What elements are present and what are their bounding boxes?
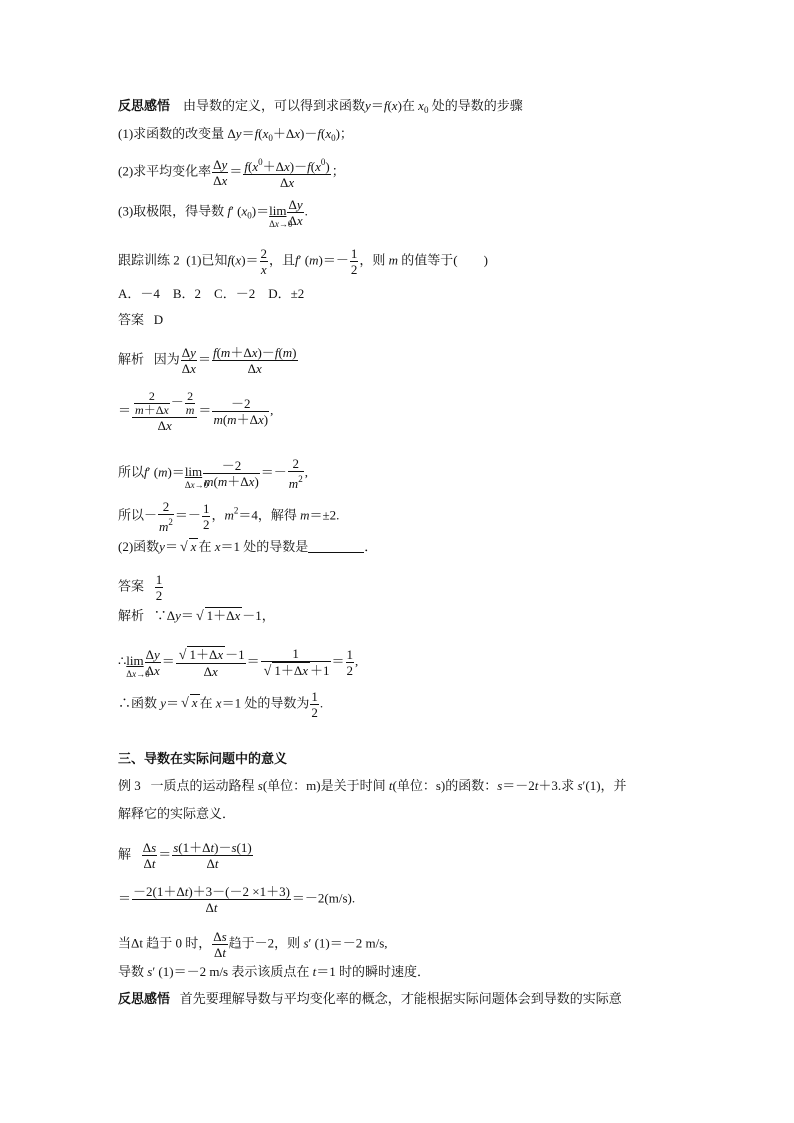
answer2-den: 2 <box>155 588 163 603</box>
q2-text: (2)函数 <box>118 539 160 554</box>
answer-1 <box>118 312 163 328</box>
step-3-text: (3)取极限，得导数 <box>118 203 225 219</box>
analysis-4: 所以－ $\frac{2}{m^2}$ ＝－ $\frac{1}{2}$ ，$m^2=4$，解得 m＝±2. <box>118 499 340 534</box>
reflection-title-2: 反思感悟 <box>118 991 171 1006</box>
options: A．－4 B．2 C．－2 D．±2 <box>118 286 305 301</box>
step-2: (2)求平均变化率 $\frac{\Delta y}{\Delta x}$ ＝ $\frac{f(x^0+\Delta x)-f(x^0)}{\Delta x}$ ； <box>118 157 345 190</box>
example-3-line-2: 解释它的实际意义． <box>118 806 236 821</box>
example-text4: 求 <box>561 778 575 793</box>
derivative-tail: 时的瞬时速度． <box>339 964 431 979</box>
reflection-text: 由导数的定义，可以得到求函数 <box>183 98 366 113</box>
analysis-7: ∴函数 y＝ √ x 在 x＝1 处的导数为 $\frac{1}{2}$ . <box>118 689 324 720</box>
answer-label: 答案 <box>118 312 145 327</box>
analysis-label-2: 解析 <box>118 608 145 623</box>
analysis-2: ＝ $\frac{2}{m+\Delta x}$ － $\frac{2}{m}$ Δx ＝ $\frac{-2}{m(m+\Delta x)}$ , <box>118 389 274 433</box>
answer2-num: 1 <box>155 572 163 587</box>
example-text2: (单位：m)是关于时间 <box>262 778 386 793</box>
q2-tail: 处的导数是 <box>243 539 309 554</box>
tends-text: 趋于－2，则 <box>228 935 301 951</box>
analysis-5: 解析 ∵Δy＝ √ 1＋Δx －1， <box>118 608 275 624</box>
practice-title: 跟踪训练 2 <box>118 252 180 268</box>
example-label: 例 3 <box>118 778 141 793</box>
q2-mid: 在 <box>198 539 212 554</box>
step-3: (3)取极限，得导数 f′ $(x_0)=\lim$ Δx→0 $\frac{\Delta y}{\Delta x}$ . <box>118 197 308 230</box>
step-2-text: (2)求平均变化率 <box>118 163 212 179</box>
practice-q1-tail: ，则 <box>359 252 386 268</box>
answer-2 <box>118 572 164 603</box>
answer-blank <box>308 539 364 553</box>
section-3-title: 三、导数在实际问题中的意义 <box>118 751 288 766</box>
example-3-line-1: 例 3 一质点的运动路程 s(单位：m)是关于时间 t(单位：s)的函数：s＝－2t＋3.求 s′(1)，并 <box>118 778 627 793</box>
analysis-3: 所以f′ (m)＝lim Δx→0 $\frac{-2}{m(m+\Delta x)}$ ＝－ $\frac{2}{m^2}$ , <box>118 456 308 491</box>
because-text: 因为 <box>153 351 180 367</box>
reflection-line-2 <box>118 991 622 1007</box>
practice-q1-mid: ，且 <box>269 252 296 268</box>
solution-3: 当Δt 趋于 0 时， $\frac{\Delta s}{\Delta t}$ 趋于－2，则 s′ (1)＝－2 m/s, <box>118 929 388 960</box>
so-label-2: 所以 <box>118 507 145 523</box>
reflection-text-2: 首先要理解导数与平均变化率的概念，才能根据实际问题体会到导数的实际意 <box>179 991 622 1006</box>
question-2: (2)函数y＝ √ x 在 x＝1 处的导数是 ． <box>118 539 378 555</box>
solution-1: 解 $\frac{\Delta s}{\Delta t}$ ＝ $\frac{s(1+\Delta t)-s(1)}{\Delta t}$ <box>118 840 252 871</box>
therefore-func: ∴函数 <box>118 695 158 711</box>
practice-q1: (1)已知 <box>186 252 228 268</box>
example-text5: ，并 <box>600 778 627 793</box>
reflection-line-1: 反思感悟 由导数的定义，可以得到求函数y＝f(x)在 $x_0$ 处的导数的步骤 <box>118 98 523 115</box>
analysis-1: 解析 因为 $\frac{\Delta y}{\Delta x}$ ＝ $\frac{f(m+\Delta x)-f(m)}{\Delta x}$ <box>118 345 297 376</box>
so-label: 所以 <box>118 464 145 480</box>
step-1-text: (1)求函数的改变量 <box>118 126 225 141</box>
practice-line: 跟踪训练 2 (1)已知f(x)＝ $\frac{2}{x}$ ，且f′ (m)＝－ $\frac{1}{2}$ ，则 m 的值等于( ) <box>118 246 488 277</box>
example-text3: (单位：s)的函数： <box>392 778 498 793</box>
example-text: 一质点的运动路程 <box>150 778 255 793</box>
step-1: (1)求函数的改变量 $\Delta y=f(x_0+\Delta x)-f(x_0)$； <box>118 126 353 143</box>
analysis-6: ∴lim Δx→0 $\frac{\Delta y}{\Delta x}$ ＝ $\frac{√ 1+\Delta x -1}{\Delta x}$ ＝ $\frac{1}{√ 1+\Delta x +1}$ ＝ $\frac{1}{2}$ , <box>118 646 359 680</box>
reflection-title: 反思感悟 <box>118 98 171 113</box>
therefore-tail: 处的导数为 <box>244 695 310 711</box>
when-text: 当Δt 趋于 0 时， <box>118 935 212 951</box>
solution-2: ＝ $\frac{-2(1+\Delta t)+3-(-2 \times 1+3)}{\Delta t}$ ＝－2(m/s). <box>118 884 356 915</box>
solution-label: 解 <box>118 846 132 862</box>
so-tail: ，解得 <box>257 507 297 523</box>
solution-4: 导数 s′ (1)＝－2 m/s 表示该质点在 t＝1 时的瞬时速度． <box>118 964 431 979</box>
reflection-tail: 处的导数的步骤 <box>431 98 523 113</box>
answer-value: D <box>153 312 164 327</box>
answer-label-2: 答案 <box>118 578 145 594</box>
practice-q1-end: 的值等于( <box>401 252 458 268</box>
analysis-label: 解析 <box>118 351 145 367</box>
derivative-text: 表示该质点在 <box>231 964 310 979</box>
